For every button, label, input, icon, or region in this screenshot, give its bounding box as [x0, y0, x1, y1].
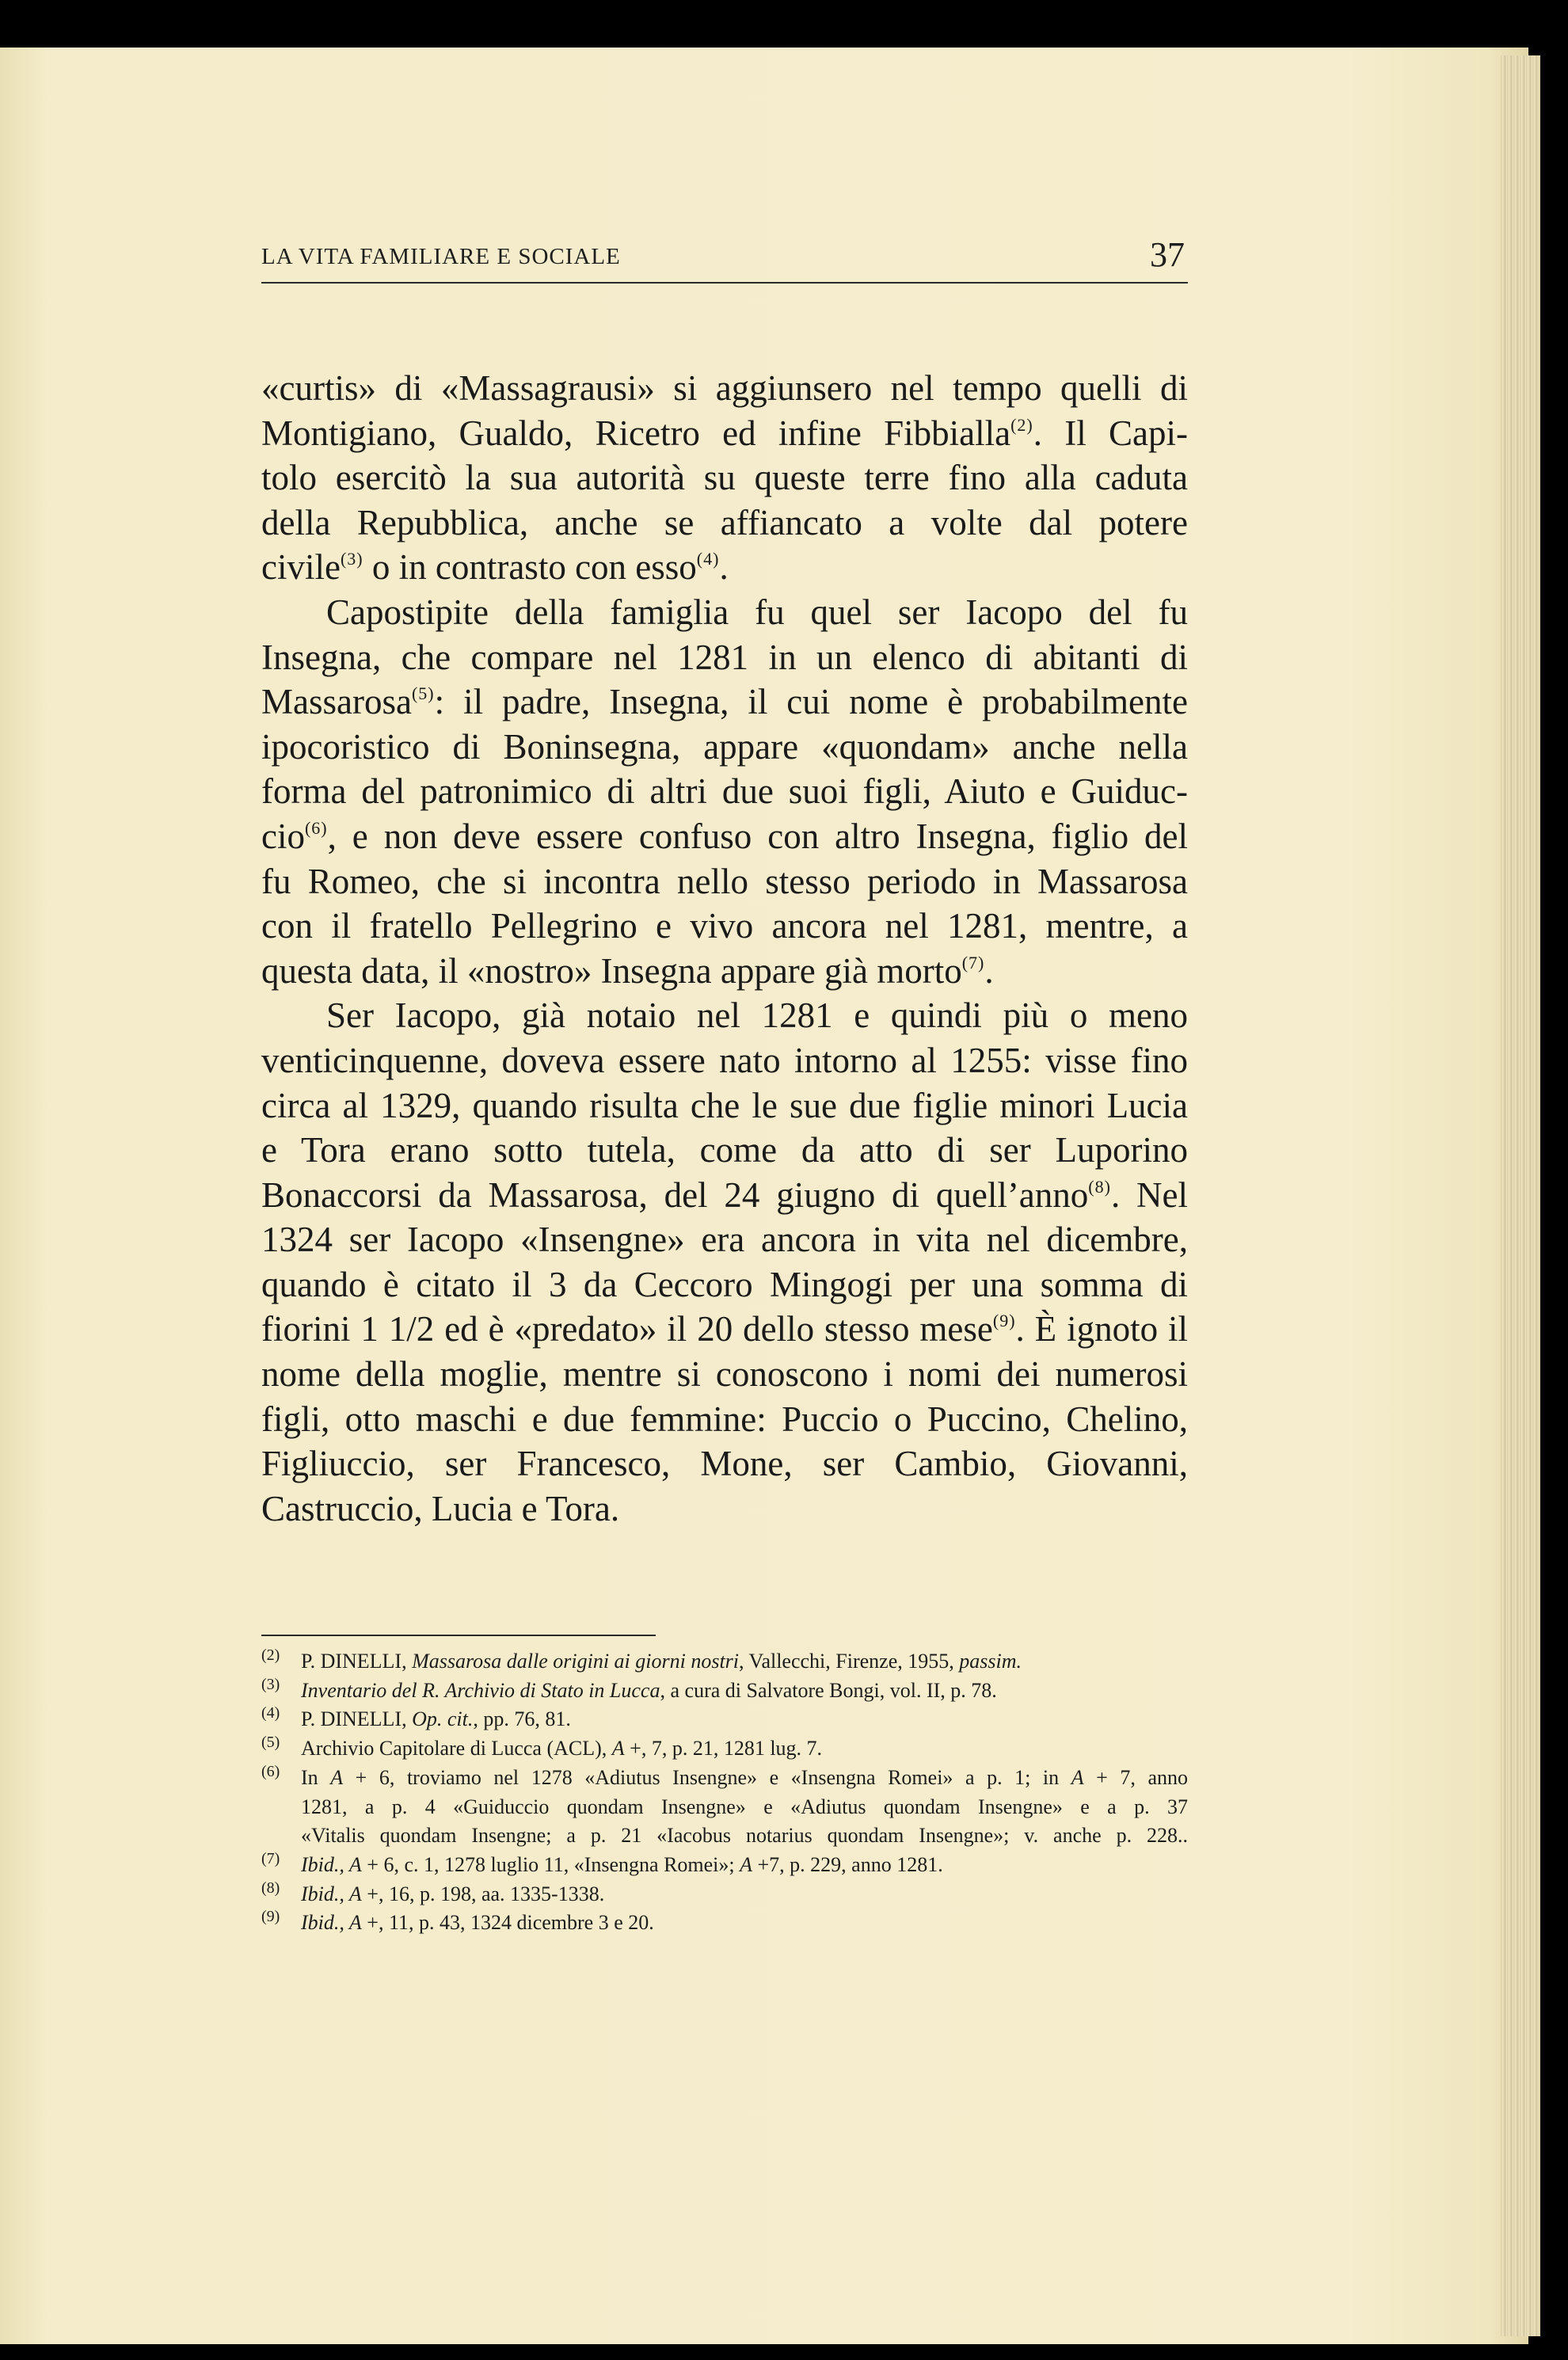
- text-line: cio$^{(6)}$, e non deve essere confuso con altro Insegna, figlio del: [261, 816, 1188, 856]
- footnote-mark: (8): [261, 1878, 280, 1897]
- footnote: (6) In A + 6, troviamo nel 1278 «Adiutus Insengne» e «Insengna Romei» a p. 1; in A + 7, anno 1281, a p. 4 «Guiduccio quondam Insengne» e «Adiutus quondam Insengne» e a p. 37 «Vitalis quondam Insengne; a p. 21 «Iacobus notarius quondam Insengne»; v. anche p. 228..: [261, 1764, 1188, 1851]
- footnote-mark: (9): [261, 1908, 280, 1926]
- footnote: (4) P. DINELLI, Op. cit., pp. 76, 81.: [261, 1705, 1188, 1734]
- text-line: «curtis» di «Massagrausi» si aggiunsero nel tempo quelli di: [261, 368, 1188, 408]
- footnote: (8) Ibid., A +, 16, p. 198, aa. 1335-1338.: [261, 1880, 1188, 1909]
- footnote-ref: (2): [1010, 414, 1033, 435]
- footnote-mark: (6): [261, 1762, 280, 1780]
- running-head: [261, 234, 1188, 284]
- footnote-ref: (4): [696, 549, 720, 569]
- text-line: Massarosa$^{(5)}$: il padre, Insegna, il cui nome è probabilmente: [261, 682, 1188, 722]
- footnote-mark: (5): [261, 1734, 280, 1752]
- text-line: civile$^{(3)}$ o in contrasto con esso$^{(4)}$.: [261, 547, 729, 588]
- text-line: con il fratello Pellegrino e vivo ancora nel 1281, mentre, a: [261, 906, 1188, 946]
- text-line: questa data, il «nostro» Insegna appare già morto$^{(7)}$.: [261, 950, 994, 991]
- text-line: Ser Iacopo, già notaio nel 1281 e quindi più o meno: [326, 995, 1188, 1036]
- text-line: fu Romeo, che si incontra nello stesso periodo in Massarosa: [261, 861, 1188, 901]
- footnote: (7) Ibid., A + 6, c. 1, 1278 luglio 11, «Insengna Romei»; A +7, p. 229, anno 1281.: [261, 1851, 1188, 1880]
- text-line: e Tora erano sotto tutela, come da atto di ser Luporino: [261, 1130, 1188, 1170]
- text-line: Bonaccorsi da Massarosa, del 24 giugno di quell’anno$^{(8)}$. Nel: [261, 1174, 1188, 1215]
- text-line: circa al 1329, quando risulta che le sue due figlie minori Lucia: [261, 1085, 1188, 1125]
- text-line: venticinquenne, doveva essere nato intorno al 1255: visse fino: [261, 1040, 1188, 1080]
- text-line: Figliuccio, ser Francesco, Mone, ser Cambio, Giovanni,: [261, 1444, 1188, 1484]
- footnotes: [261, 1647, 1188, 1938]
- text-line: della Repubblica, anche se affiancato a volte dal potere: [261, 502, 1188, 542]
- footnote-mark: (2): [261, 1646, 280, 1664]
- footnote-mark: (3): [261, 1675, 280, 1693]
- footnote: (2) P. DINELLI, Massarosa dalle origini ai giorni nostri, Vallecchi, Firenze, 1955, passim.: [261, 1647, 1188, 1677]
- text-line: Montigiano, Gualdo, Ricetro ed infine Fibbialla$^{(2)}$. Il Capi-: [261, 413, 1188, 453]
- text-line: quando è citato il 3 da Ceccoro Mingogi per una somma di: [261, 1264, 1188, 1304]
- footnote: (5) Archivio Capitolare di Lucca (ACL), A +, 7, p. 21, 1281 lug. 7.: [261, 1734, 1188, 1764]
- text-line: forma del patronimico di altri due suoi figli, Aiuto e Guiduc-: [261, 771, 1188, 812]
- footnote-separator: [261, 1635, 656, 1636]
- text-line: Insegna, che compare nel 1281 in un elenco di abitanti di: [261, 637, 1188, 677]
- footnote-ref: (8): [1088, 1176, 1111, 1197]
- page-edge-stack: [1501, 55, 1540, 2336]
- footnote-mark: (4): [261, 1704, 280, 1722]
- text-line: 1324 ser Iacopo «Insengne» era ancora in vita nel dicembre,: [261, 1220, 1188, 1260]
- text-line: Castruccio, Lucia e Tora.: [261, 1488, 620, 1528]
- footnote-ref: (3): [340, 549, 363, 569]
- text-line: nome della moglie, mentre si conoscono i nomi dei numerosi: [261, 1354, 1188, 1395]
- text-line: fiorini 1 1/2 ed è «predato» il 20 dello stesso mese$^{(9)}$. È ignoto il: [261, 1309, 1188, 1349]
- text-line: Capostipite della famiglia fu quel ser Iacopo del fu: [326, 592, 1188, 632]
- footnote-ref: (9): [992, 1311, 1016, 1331]
- text-line: figli, otto maschi e due femmine: Puccio o Puccino, Chelino,: [261, 1399, 1188, 1439]
- footnote: (9) Ibid., A +, 11, p. 43, 1324 dicembre 3 e 20.: [261, 1909, 1188, 1938]
- footnote-ref: (6): [304, 817, 328, 838]
- footnote-ref: (5): [411, 683, 435, 704]
- main-text: [261, 366, 1188, 1531]
- text-line: tolo esercitò la sua autorità su queste terre fino alla caduta: [261, 458, 1188, 498]
- footnote-mark: (7): [261, 1849, 280, 1867]
- running-title: LA VITA FAMILIARE E SOCIALE: [261, 244, 621, 269]
- footnote: (3) Inventario del R. Archivio di Stato in Lucca, a cura di Salvatore Bongi, vol. II, p. 78.: [261, 1677, 1188, 1706]
- page-number: 37: [1150, 235, 1185, 274]
- text-line: ipocoristico di Boninsegna, appare «quondam» anche nella: [261, 726, 1188, 767]
- footnote-ref: (7): [961, 952, 985, 973]
